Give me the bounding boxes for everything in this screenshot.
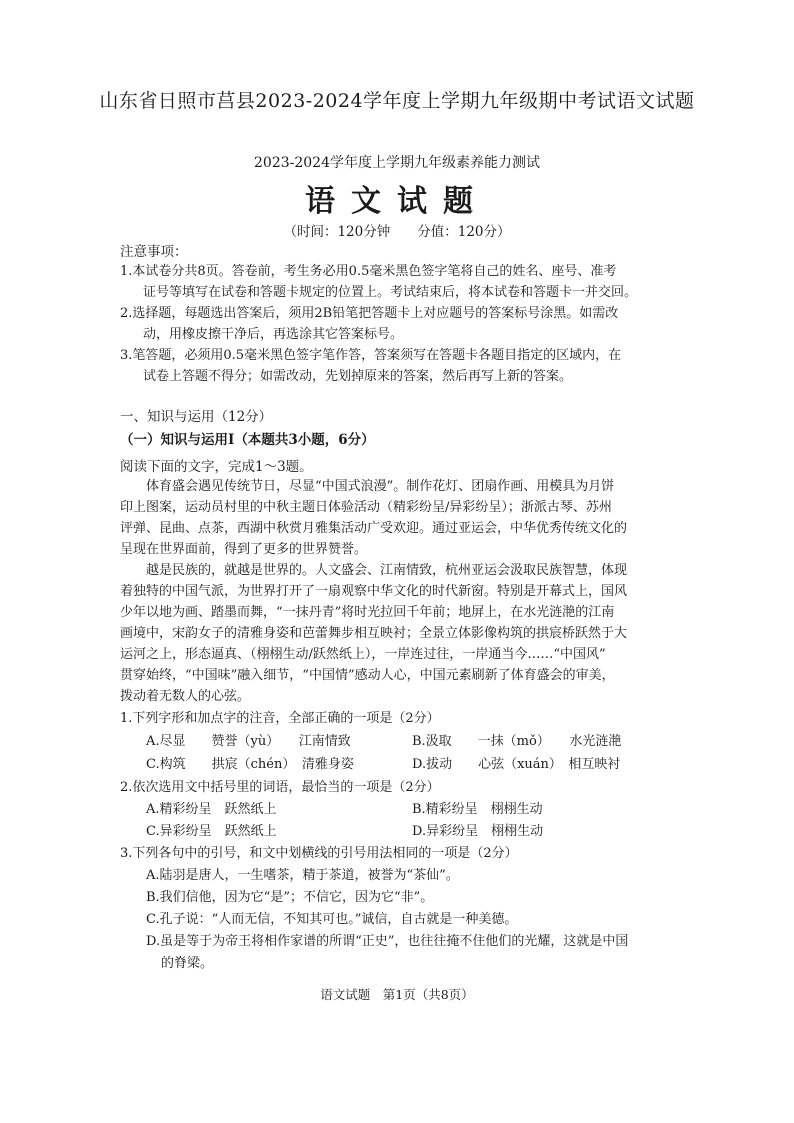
passage-line: 体育盛会遇见传统节日，尽显“中国式浪漫”。制作花灯、团扇作画、用模具为月饼 (146, 479, 615, 494)
reading-instruction: 阅读下面的文字，完成1～3题。 (120, 459, 313, 475)
page-footer: 语文试题 第1页（共8页） (320, 987, 474, 1002)
notice-heading: 注意事项： (120, 244, 188, 260)
passage-line: 贯穿始终，“中国味”融入细节，“中国情”感动人心，中国元素刷新了体育盛会的审美， (120, 668, 615, 683)
exam-subtitle: 2023-2024学年度上学期九年级素养能力测试 (254, 155, 540, 171)
passage-line: 运河之上，形态逼真、（栩栩生动/跃然纸上），一岸连过往，一岸通当今……“中国风” (120, 647, 606, 662)
passage-line: 少年以地为画、踏墨而舞，“一抹丹青”将时光拉回千年前；地屏上，在水光涟滟的江南 (120, 605, 615, 620)
question-2-option-d: D.异彩纷呈 栩栩生动 (412, 824, 544, 839)
question-1-option-a: A.尽显 赞誉（yù） 江南情致 (146, 734, 351, 749)
notice-line: 试卷上答题不得分；如需改动，先划掉原来的答案，然后再写上新的答案。 (143, 369, 573, 384)
passage-line: 评弹、昆曲、点茶，西湖中秋赏月雅集活动广受欢迎。通过亚运会，中华优秀传统文化的 (120, 521, 628, 536)
document-title: 山东省日照市莒县2023-2024学年度上学期九年级期中考试语文试题 (99, 90, 695, 112)
notice-line: 证号等填写在试卷和答题卡规定的位置上。考试结束后，将本试卷和答题卡一并交回。 (143, 285, 638, 300)
question-3-option-c: C.孔子说：“人而无信，不知其可也。”诚信，自古就是一种美德。 (146, 912, 518, 927)
question-3-stem: 3.下列各句中的引号，和文中划横线的引号用法相同的一项是（2分） (120, 846, 518, 861)
passage-line: 拨动着无数人的心弦。 (120, 689, 251, 704)
question-1-option-d: D.拔动 心弦（xuán） 相互映衬 (412, 757, 621, 772)
passage-line: 画境中，宋韵女子的清雅身姿和芭蕾舞步相互映衬；全景立体影像构筑的拱宸桥跃然于大 (120, 626, 628, 641)
section-heading: 一、知识与运用（12分） (120, 409, 273, 425)
question-3-option-a: A.陆羽是唐人，一生嗜茶，精于茶道，被誉为“茶仙”。 (146, 868, 459, 883)
question-2-option-b: B.精彩纷呈 栩栩生动 (412, 802, 543, 817)
passage-line: 越是民族的，就越是世界的。人文盛会、江南情致，杭州亚运会汲取民族智慧，体现 (146, 563, 628, 578)
time-and-score: （时间：120分钟 分值：120分） (283, 224, 511, 240)
question-2-option-c: C.异彩纷呈 跃然纸上 (146, 824, 277, 839)
question-3-option-d-cont: 的脊梁。 (161, 956, 214, 971)
question-3-option-b: B.我们信他，因为它“是”；不信它，因为它“非”。 (146, 890, 434, 905)
notice-line: 动，用橡皮擦干净后，再选涂其它答案标号。 (143, 327, 404, 342)
exam-main-title: 语文试题 (305, 184, 489, 219)
question-3-option-d: D.虽是等于为帝王将相作家谱的所谓“正史”，也往往掩不住他们的光耀，这就是中国 (146, 934, 629, 949)
passage-line: 呈现在世界面前，得到了更多的世界赞誉。 (120, 542, 368, 557)
question-2-option-a: A.精彩纷呈 跃然纸上 (146, 802, 277, 817)
passage-line: 着独特的中国气派，为世界打开了一扇观察中华文化的时代新窗。特别是开幕式上，国风 (120, 584, 628, 599)
question-1-option-b: B.汲取 一抹（mǒ） 水光涟滟 (412, 734, 622, 749)
passage-line: 印上图案，运动员村里的中秋主题日体验活动（精彩纷呈/异彩纷呈）；浙派古琴、苏州 (120, 500, 612, 515)
question-1-option-c: C.构筑 拱宸（chén） 清雅身姿 (146, 757, 354, 772)
question-1-stem: 1.下列字形和加点字的注音，全部正确的一项是（2分） (120, 711, 440, 726)
question-2-stem: 2.依次选用文中括号里的词语，最恰当的一项是（2分） (120, 780, 440, 795)
notice-line: 2.选择题，每题选出答案后，须用2B铅笔把答题卡上对应题号的答案标号涂黑。如需改 (120, 306, 619, 321)
notice-line: 3.笔答题，必须用0.5毫米黑色签字笔作答，答案须写在答题卡各题目指定的区域内，在 (120, 348, 622, 363)
notice-line: 1.本试卷分共8页。答卷前，考生务必用0.5毫米黑色签字笔将自己的姓名、座号、准考 (120, 264, 617, 279)
subsection-heading: （一）知识与运用Ⅰ（本题共3小题，6分） (120, 432, 375, 448)
